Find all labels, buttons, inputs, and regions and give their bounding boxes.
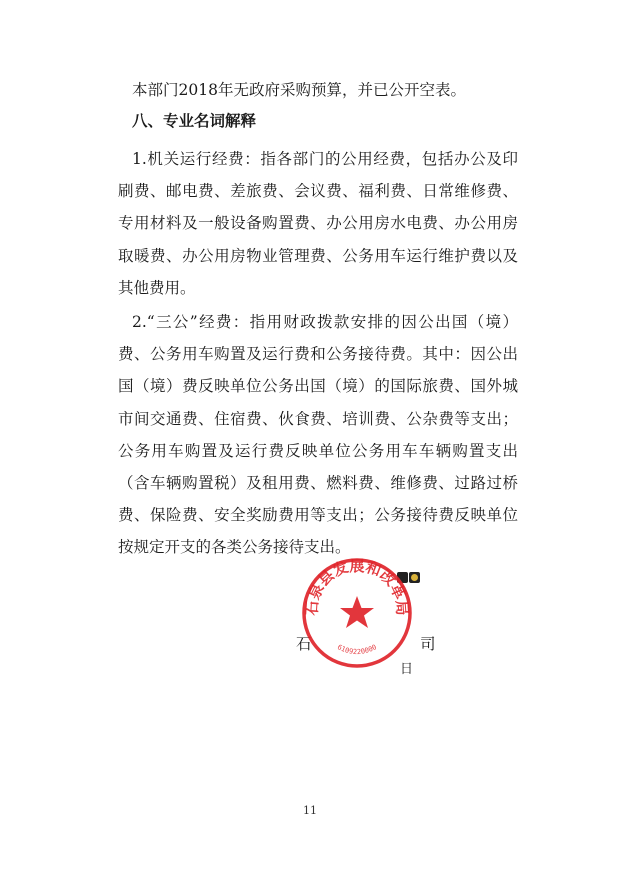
signature-left-char: 石: [296, 635, 312, 653]
seal-code: 6109220000: [335, 643, 379, 657]
page-number: 11: [303, 804, 317, 817]
signature-date-char: 日: [400, 662, 414, 677]
budget-note: 本部门2018年无政府采购预算，并已公开空表。: [132, 81, 466, 99]
official-seal: [300, 556, 414, 670]
section-heading: 八、专业名词解释: [132, 112, 257, 130]
definition-1: 1.机关运行经费：指各部门的公用经费，包括办公及印刷费、邮电费、差旅费、会议费、福利费、日常维修费、专用材料及一般设备购置费、办公用房水电费、办公用房取暖费、办公用房物业管理费、公务用车运行维护费以及其他费用。: [118, 150, 518, 297]
definition-2: 2.“三公”经费：指用财政拨款安排的因公出国（境）费、公务用车购置及运行费和公务接待费。其中：因公出国（境）费反映单位公务出国（境）的国际旅费、国外城市间交通费、住宿费、伙食费、培训费、公杂费等支出；公务用车购置及运行费反映单位公务用车车辆购置支出（含车辆购置税）及租用费、燃料费、维修费、过路过桥费、保险费、安全奖励费用等支出；公务接待费反映单位按规定开支的各类公务接待支出。: [118, 313, 518, 557]
seal-star-icon: [340, 596, 374, 628]
seal-text: 石泉县发展和改革局: [302, 556, 412, 616]
signature-right-char: 司: [420, 635, 436, 653]
